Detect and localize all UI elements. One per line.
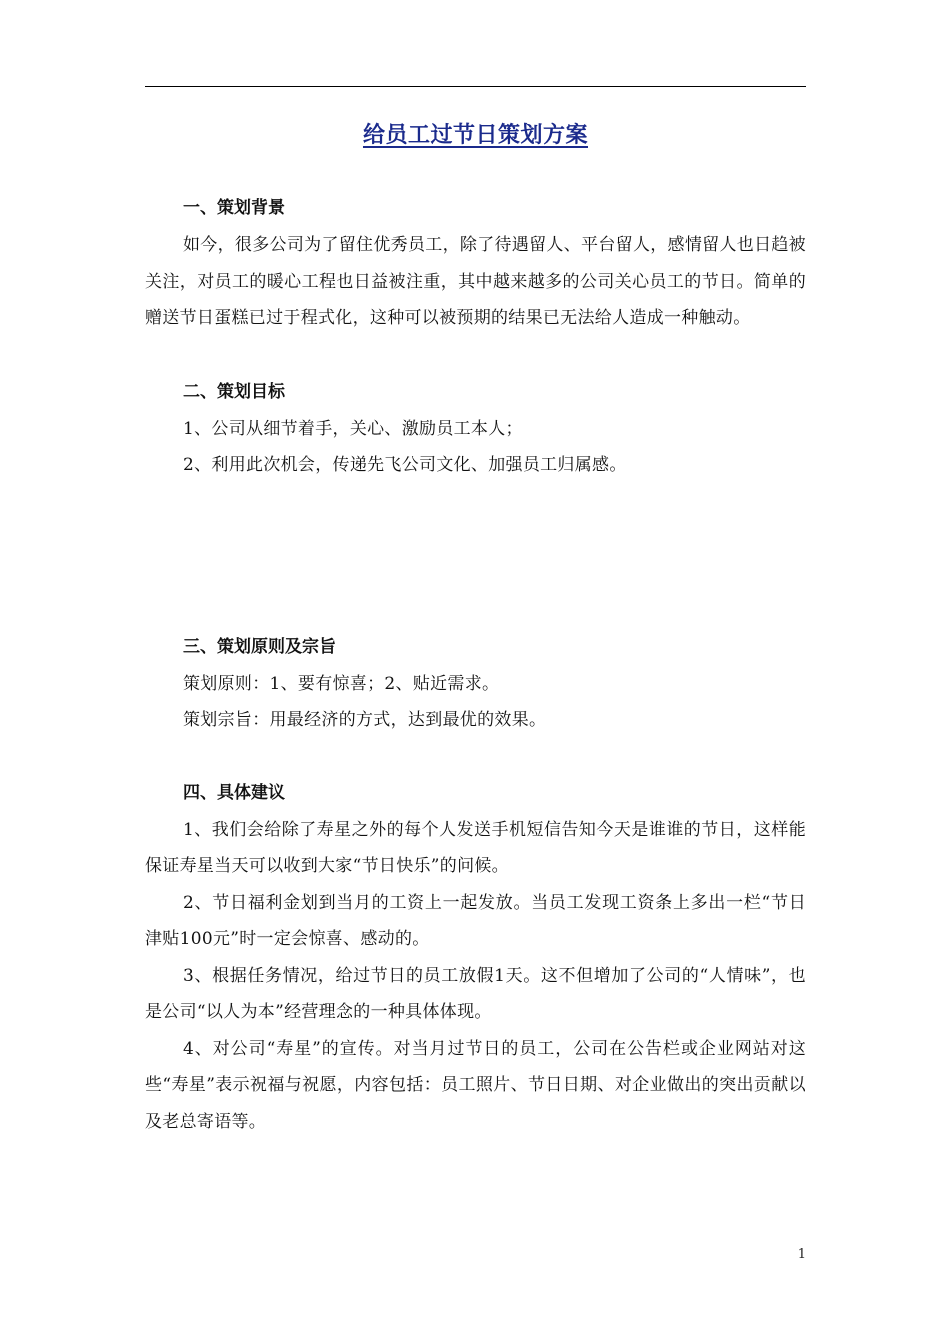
header-rule (145, 86, 806, 87)
suggestion-4: 4、对公司“寿星”的宣传。对当月过节日的员工，公司在公告栏或企业网站对这些“寿星”表示祝福与祝愿，内容包括：员工照片、节日日期、对企业做出的突出贡献以及老总寄语等。 (145, 1038, 806, 1132)
document-title: 给员工过节日策划方案 (362, 122, 588, 148)
spacer (145, 484, 806, 629)
document-body (145, 190, 806, 1140)
section-heading-background: 一、策划背景 (183, 198, 285, 218)
page-number: 1 (797, 1247, 806, 1262)
spacer (145, 337, 806, 374)
purpose-item: 策划宗旨：用最经济的方式，达到最优的效果。 (183, 710, 547, 730)
section-heading-suggestions: 四、具体建议 (183, 782, 285, 803)
suggestion-3: 3、根据任务情况，给过节日的员工放假1天。这不但增加了公司的“人情味”，也是公司“以人为本”经营理念的一种具体体现。 (145, 965, 806, 1022)
section-heading-goals: 二、策划目标 (183, 381, 285, 402)
suggestion-1: 1、我们会给除了寿星之外的每个人发送手机短信告知今天是谁谁的节日，这样能保证寿星当天可以收到大家“节日快乐”的问候。 (145, 819, 806, 876)
section-heading-principles: 三、策划原则及宗旨 (183, 636, 336, 657)
background-paragraph: 如今，很多公司为了留住优秀员工，除了待遇留人、平台留人，感情留人也日趋被关注，对员工的暖心工程也日益被注重，其中越来越多的公司关心员工的节日。简单的赠送节日蛋糕已过于程式化，这种可以被预期的结果已无法给人造成一种触动。 (145, 235, 806, 328)
suggestion-2: 2、节日福利金划到当月的工资上一起发放。当员工发现工资条上多出一栏“节日津贴100元”时一定会惊喜、感动的。 (145, 892, 806, 949)
goal-item-1: 1、公司从细节着手，关心、激励员工本人； (183, 418, 523, 439)
spacer (145, 739, 806, 775)
principle-item: 策划原则：1、要有惊喜；2、贴近需求。 (183, 673, 500, 694)
goal-item-2: 2、利用此次机会，传递先飞公司文化、加强员工归属感。 (183, 455, 627, 475)
